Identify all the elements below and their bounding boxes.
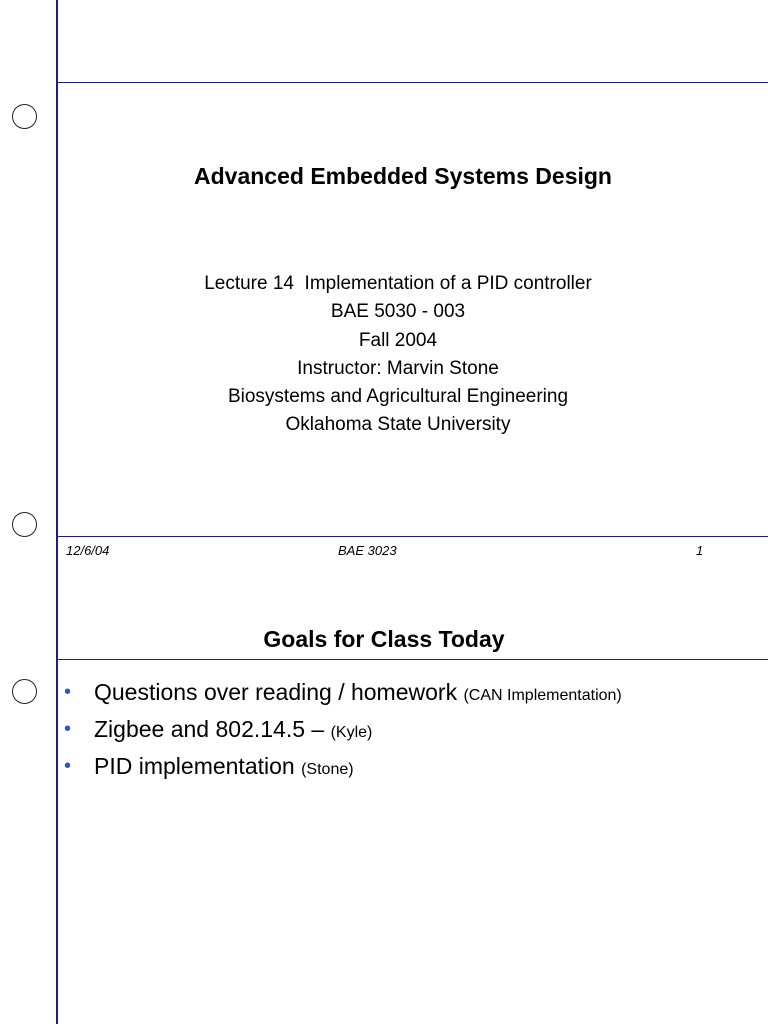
university-line: Oklahoma State University	[285, 414, 511, 436]
punch-hole-icon	[12, 512, 37, 537]
bullet-note: (CAN Implementation)	[463, 687, 622, 704]
slide2-top-rule	[58, 659, 768, 660]
list-item	[64, 713, 754, 750]
footer-date: 12/6/04	[66, 543, 110, 558]
footer-page-number: 1	[696, 543, 704, 558]
department-line: Biosystems and Agricultural Engineering	[227, 386, 569, 408]
instructor-line: Instructor: Marvin Stone	[297, 357, 499, 379]
bullet-dot-icon: •	[64, 681, 72, 703]
bullet-text: Questions over reading / homework	[94, 679, 464, 705]
slide1-title: Advanced Embedded Systems Design	[194, 163, 612, 189]
bullet-text: PID implementation	[94, 753, 302, 779]
slide2-title: Goals for Class Today	[263, 626, 505, 652]
list-item	[64, 750, 754, 787]
slide1-bottom-rule	[58, 536, 768, 537]
punch-hole-icon	[12, 104, 37, 129]
course-code-line: BAE 5030 - 003	[330, 301, 466, 323]
list-item	[64, 676, 754, 713]
punch-hole-icon	[12, 679, 37, 704]
bullet-dot-icon: •	[64, 718, 72, 740]
bullet-note: (Stone)	[301, 761, 354, 778]
bullet-text: Zigbee and 802.14.5 –	[94, 716, 331, 742]
margin-rule	[56, 0, 58, 1024]
term-line: Fall 2004	[358, 329, 438, 351]
lecture-line: Lecture 14 Implementation of a PID controller	[204, 273, 592, 294]
slide1-subtitle-block	[58, 270, 738, 440]
bullet-note: (Kyle)	[330, 724, 373, 741]
bullet-dot-icon: •	[64, 755, 72, 777]
goals-list	[64, 676, 754, 787]
footer-course: BAE 3023	[338, 543, 397, 558]
slide1-top-rule	[58, 82, 768, 83]
